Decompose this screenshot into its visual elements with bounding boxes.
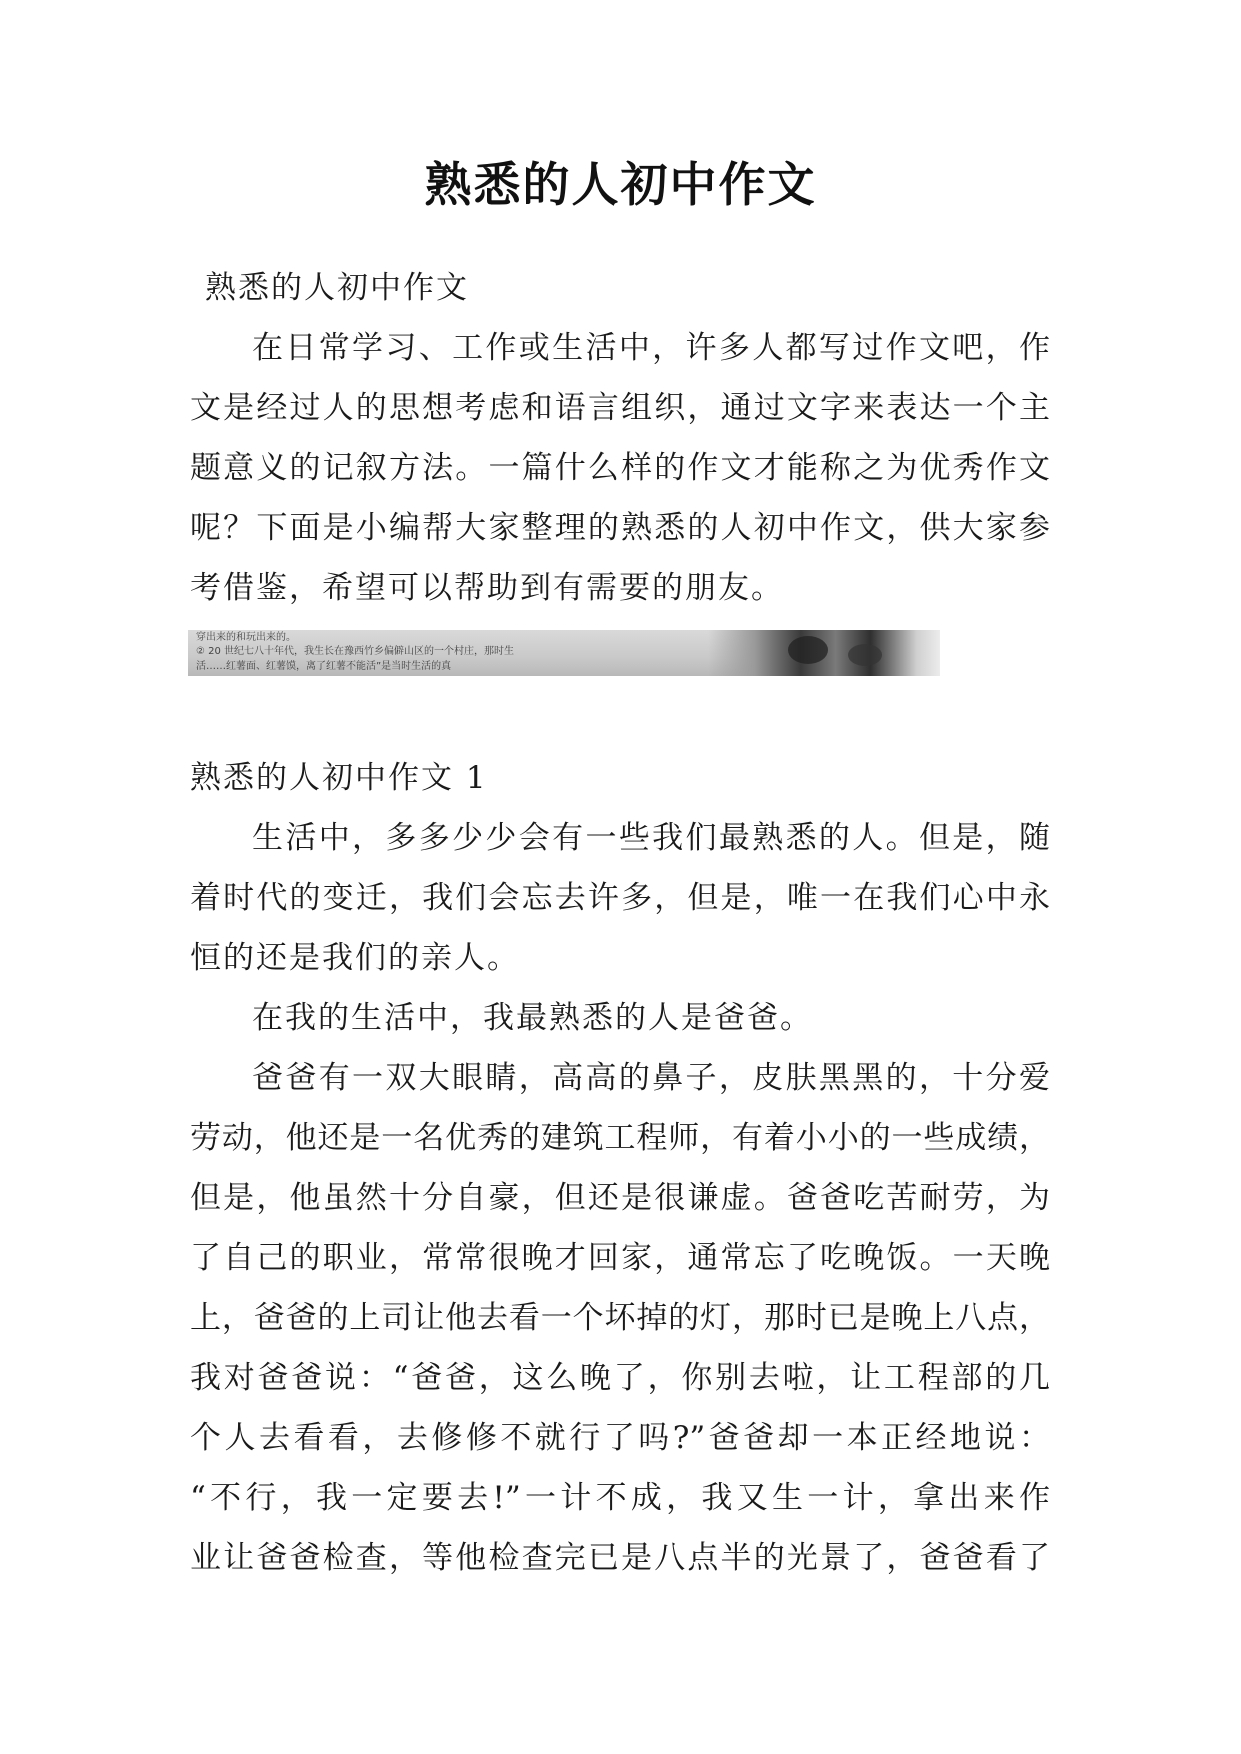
textbook-photo — [188, 630, 940, 676]
intro-line: 考借鉴，希望可以帮助到有需要的朋友。 — [190, 570, 784, 606]
body-line: 爸爸有一双大眼睛，高高的鼻子，皮肤黑黑的，十分爱 — [252, 1060, 1050, 1096]
body-line: 恒的还是我们的亲人。 — [190, 940, 520, 976]
body-line: 着时代的变迁，我们会忘去许多，但是，唯一在我们心中永 — [190, 880, 1050, 916]
body-line: 但是，他虽然十分自豪，但还是很谦虚。爸爸吃苦耐劳，为 — [190, 1180, 1050, 1216]
body-line: 劳动，他还是一名优秀的建筑工程师，有着小小的一些成绩， — [190, 1120, 1050, 1156]
document-subtitle: 熟悉的人初中作文 — [205, 270, 469, 306]
body-line: 生活中，多多少少会有一些我们最熟悉的人。但是，随 — [252, 820, 1050, 856]
photo-text-line: 穿出来的和玩出来的。 — [196, 632, 296, 643]
intro-line: 在日常学习、工作或生活中，许多人都写过作文吧，作 — [252, 330, 1050, 366]
body-line: “不行，我一定要去!”一计不成，我又生一计，拿出来作 — [190, 1480, 1050, 1516]
body-line: 业让爸爸检查，等他检查完已是八点半的光景了，爸爸看了 — [190, 1540, 1050, 1576]
photo-text-line: 活……红薯面、红薯馍，离了红薯不能活”是当时生活的真 — [196, 661, 452, 672]
body-line: 了自己的职业，常常很晚才回家，通常忘了吃晚饭。一天晚 — [190, 1240, 1050, 1276]
photo-ink-blot — [788, 636, 828, 664]
intro-line: 题意义的记叙方法。一篇什么样的作文才能称之为优秀作文 — [190, 450, 1050, 486]
body-line: 个人去看看，去修修不就行了吗?”爸爸却一本正经地说： — [190, 1420, 1050, 1456]
intro-line: 文是经过人的思想考虑和语言组织，通过文字来表达一个主 — [190, 390, 1050, 426]
body-line: 在我的生活中，我最熟悉的人是爸爸。 — [252, 1000, 813, 1036]
section-title: 熟悉的人初中作文 1 — [190, 760, 488, 796]
intro-line: 呢？下面是小编帮大家整理的熟悉的人初中作文，供大家参 — [190, 510, 1050, 546]
photo-text-line: ② 20 世纪七八十年代，我生长在豫西竹乡偏僻山区的一个村庄，那时生 — [196, 646, 515, 657]
body-line: 我对爸爸说：“爸爸，这么晚了，你别去啦，让工程部的几 — [190, 1360, 1050, 1396]
photo-ink-blot — [848, 644, 882, 666]
body-line: 上，爸爸的上司让他去看一个坏掉的灯，那时已是晚上八点， — [190, 1300, 1050, 1336]
document-title: 熟悉的人初中作文 — [424, 158, 817, 213]
